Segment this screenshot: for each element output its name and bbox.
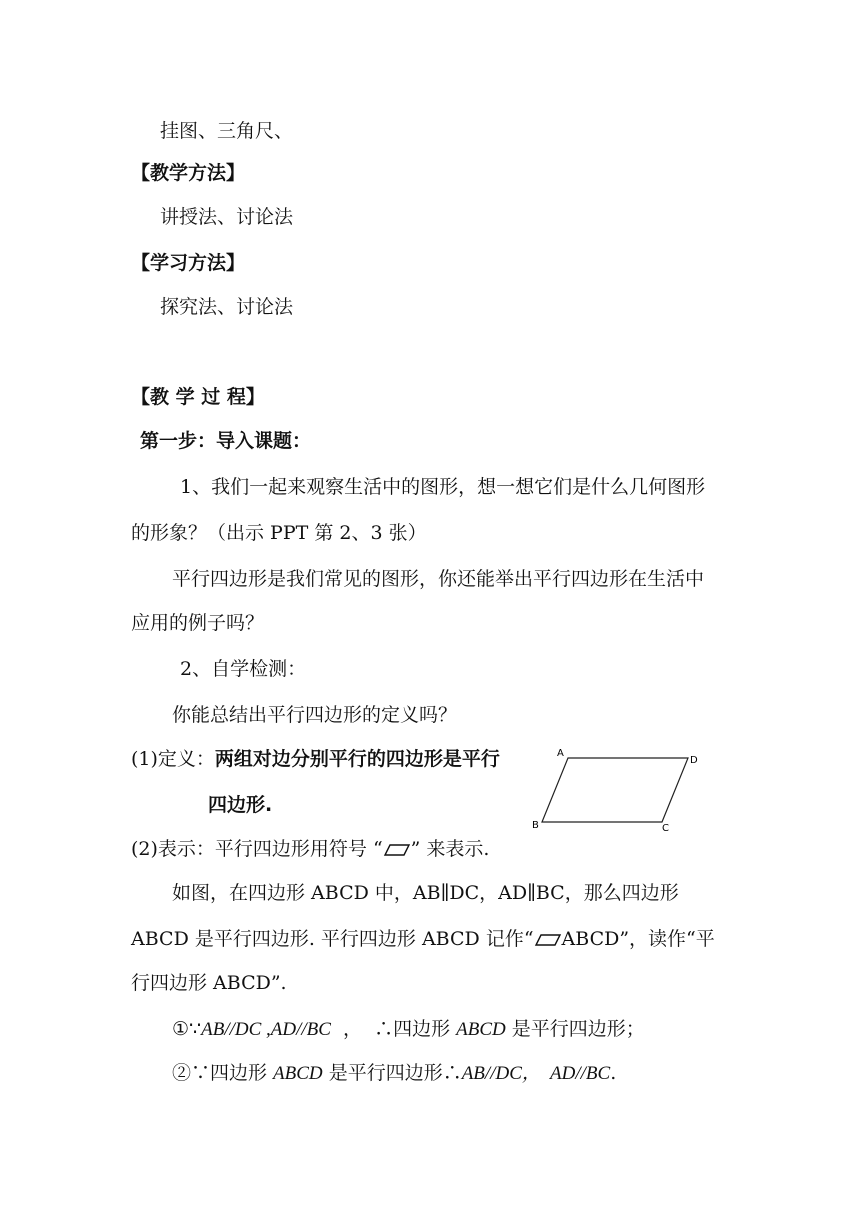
- example-line2: [131, 926, 715, 952]
- definition-prefix: (1)定义：: [131, 748, 215, 770]
- reasoning1-name: ABCD: [456, 1019, 506, 1040]
- reasoning-line1: [172, 1016, 645, 1043]
- reasoning1-therefore: ， ∴四边形: [330, 1018, 457, 1040]
- parallelogram-figure: [528, 744, 708, 834]
- teaching-method-text: 讲授法、讨论法: [160, 206, 294, 228]
- reasoning2-therefore: 是平行四边形∴: [322, 1062, 462, 1084]
- learning-method-heading: 【学习方法】: [131, 252, 246, 274]
- notation-line: [131, 836, 489, 862]
- vertex-label-a: A: [557, 748, 564, 759]
- para1-line2: 的形象？（出示 PPT 第 2、3 张）: [131, 522, 427, 544]
- notation-prefix: (2)表示：平行四边形用符号 “: [131, 838, 383, 860]
- reasoning1-premise: AB//DC ,AD//BC: [201, 1019, 331, 1040]
- example-line1: 如图，在四边形 ABCD 中，AB∥DC，AD∥BC，那么四边形: [172, 882, 679, 904]
- example-line2-a: ABCD 是平行四边形. 平行四边形 ABCD 记作“: [131, 928, 534, 950]
- example-line2-b: ABCD”，读作“平: [561, 928, 715, 950]
- reasoning2-conclusion: AB//DC， AD//BC: [461, 1063, 611, 1084]
- teaching-method-heading: 【教学方法】: [131, 162, 246, 184]
- learning-method-text: 探究法、讨论法: [160, 296, 294, 318]
- definition-text: 两组对边分别平行的四边形是平行: [214, 748, 500, 770]
- reasoning1-conclusion: 是平行四边形；: [505, 1018, 645, 1040]
- reasoning2-because: ②∵四边形: [172, 1062, 274, 1084]
- reasoning1-because: ①∵: [172, 1018, 202, 1040]
- materials-line: 挂图、三角尺、: [160, 120, 294, 142]
- vertex-label-c: C: [662, 823, 669, 834]
- definition-line: [131, 746, 500, 772]
- reasoning2-period: .: [610, 1062, 617, 1084]
- step1-heading: 第一步：导入课题：: [140, 430, 312, 452]
- vertex-label-b: B: [532, 820, 539, 831]
- reasoning2-name: ABCD: [273, 1063, 323, 1084]
- question-line: 你能总结出平行四边形的定义吗？: [172, 704, 458, 726]
- parallelogram-symbol-icon: [534, 933, 562, 947]
- vertex-label-d: D: [690, 755, 698, 766]
- reasoning-line2: [172, 1060, 616, 1087]
- parallelogram-shape: [542, 758, 688, 822]
- process-heading: 【教 学 过 程】: [131, 386, 265, 408]
- parallelogram-symbol-icon: [383, 843, 411, 857]
- example-line3: 行四边形 ABCD”.: [131, 972, 287, 994]
- self-check-line: 2、自学检测：: [180, 658, 307, 680]
- para2-line1: 平行四边形是我们常见的图形，你还能举出平行四边形在生活中: [172, 568, 705, 590]
- para2-line2: 应用的例子吗？: [131, 612, 265, 634]
- definition-text-cont: 四边形.: [208, 794, 273, 816]
- para1-line1: 1、我们一起来观察生活中的图形，想一想它们是什么几何图形: [180, 476, 706, 498]
- notation-suffix: ” 来表示.: [410, 838, 490, 860]
